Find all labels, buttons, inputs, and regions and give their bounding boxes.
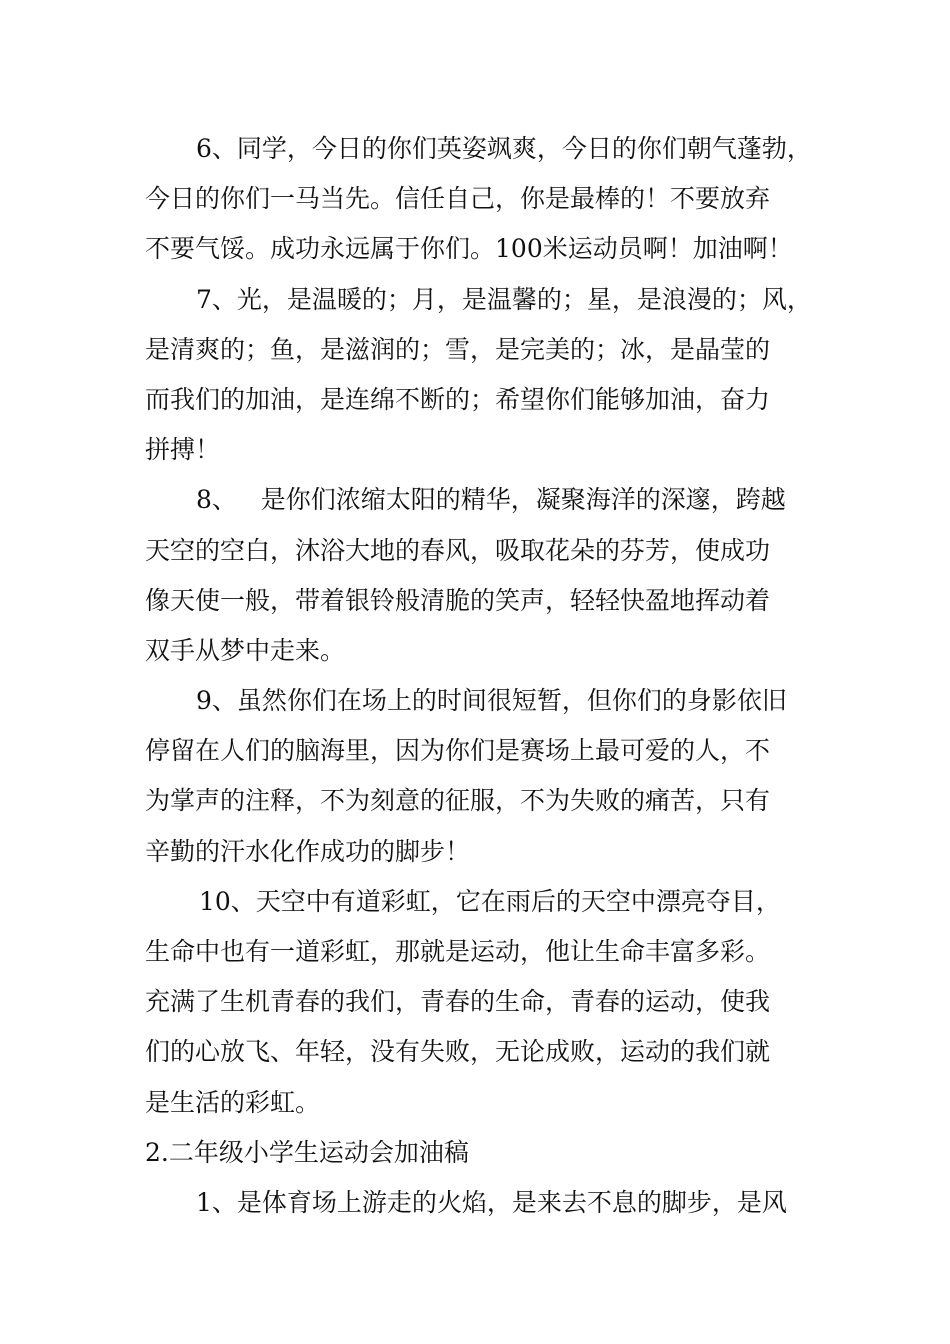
paragraph-item-7 bbox=[145, 275, 813, 476]
paragraph-item-8 bbox=[145, 475, 813, 676]
text-line: 充满了生机青春的我们，青春的生命，青春的运动，使我 bbox=[145, 987, 771, 1017]
text-line: 停留在人们的脑海里，因为你们是赛场上最可爱的人，不 bbox=[145, 736, 771, 766]
text-line: 是清爽的；鱼，是滋润的；雪，是完美的；冰，是晶莹的 bbox=[145, 334, 771, 364]
text-line: 而我们的加油，是连绵不断的；希望你们能够加油，奋力 bbox=[145, 384, 771, 414]
text-line: 们的心放飞、年轻，没有失败，无论成败，运动的我们就 bbox=[145, 1037, 771, 1067]
text-line: 天空的空白，沐浴大地的春风，吸取花朵的芬芳，使成功 bbox=[145, 535, 771, 565]
text-line: 生命中也有一道彩虹，那就是运动，他让生命丰富多彩。 bbox=[145, 937, 771, 966]
paragraph-item-6 bbox=[145, 124, 813, 275]
text-line: 6、同学，今日的你们英姿飒爽，今日的你们朝气蓬勃， bbox=[196, 134, 812, 163]
text-line: 10、天空中有道彩虹，它在雨后的天空中漂亮夺目， bbox=[199, 886, 781, 916]
text-line: 9、虽然你们在场上的时间很短暂，但你们的身影依旧 bbox=[196, 686, 787, 716]
paragraph-item-9 bbox=[145, 676, 813, 877]
text-line: 拼搏！ bbox=[145, 435, 221, 465]
text-line: 8、 是你们浓缩太阳的精华，凝聚海洋的深邃，跨越 bbox=[196, 485, 786, 515]
document-page bbox=[145, 124, 813, 1228]
text-line: 辛勤的汗水化作成功的脚步！ bbox=[145, 836, 471, 866]
section-heading: 2.二年级小学生运动会加油稿 bbox=[145, 1137, 469, 1167]
text-line: 为掌声的注释，不为刻意的征服，不为失败的痛苦，只有 bbox=[145, 786, 771, 816]
text-line: 是生活的彩虹。 bbox=[145, 1087, 321, 1117]
text-line: 7、光，是温暖的；月，是温馨的；星，是浪漫的；风， bbox=[196, 284, 812, 314]
paragraph-item-10 bbox=[145, 877, 813, 1128]
text-line: 1、是体育场上游走的火焰，是来去不息的脚步，是风 bbox=[196, 1187, 787, 1217]
text-line: 像天使一般，带着银铃般清脆的笑声，轻轻快盈地挥动着 bbox=[145, 585, 771, 615]
text-line: 不要气馁。成功永远属于你们。100米运动员啊！加油啊！ bbox=[145, 234, 793, 264]
text-line: 双手从梦中走来。 bbox=[145, 635, 346, 665]
text-line: 今日的你们一马当先。信任自己，你是最棒的！不要放弃 bbox=[145, 184, 771, 214]
